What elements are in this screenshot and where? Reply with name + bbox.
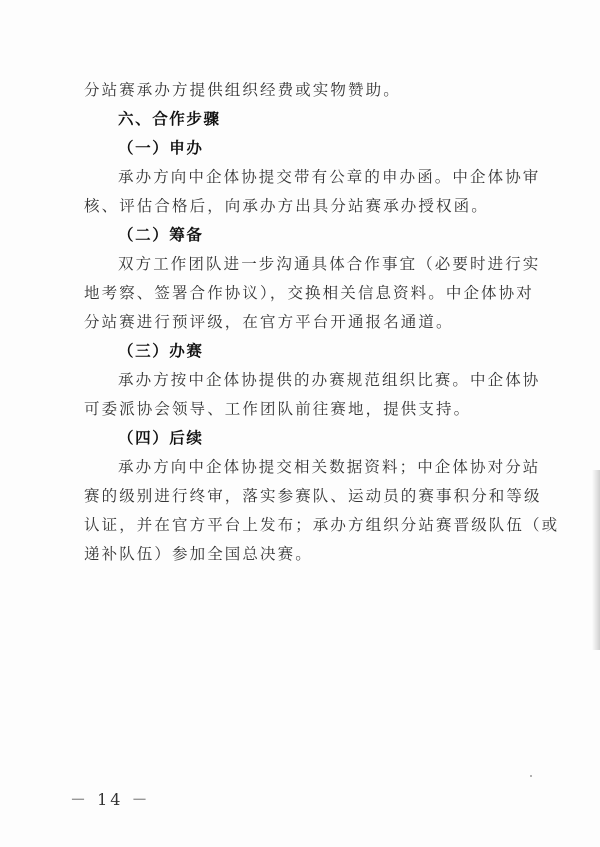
section-heading: 六、合作步骤 xyxy=(118,110,221,128)
scan-speck xyxy=(530,775,532,777)
subsection-heading: （一）申办 xyxy=(118,139,204,157)
body-line: 承办方按中企体协提供的办赛规范组织比赛。中企体协 xyxy=(118,371,541,389)
scan-edge-shadow xyxy=(592,470,600,650)
body-line: 双方工作团队进一步沟通具体合作事宜（必要时进行实 xyxy=(118,255,541,273)
body-line: 递补队伍）参加全国总决赛。 xyxy=(84,545,313,563)
body-line: 分站赛进行预评级，在官方平台开通报名通道。 xyxy=(84,313,454,331)
page-number: － 14 － xyxy=(70,790,151,809)
body-line: 分站赛承办方提供组织经费或实物赞助。 xyxy=(84,81,401,99)
subsection-heading: （三）办赛 xyxy=(118,342,204,360)
body-line: 认证，并在官方平台上发布；承办方组织分站赛晋级队伍（或 xyxy=(84,516,560,534)
document-body xyxy=(84,76,560,569)
body-line: 赛的级别进行终审，落实参赛队、运动员的赛事积分和等级 xyxy=(84,487,542,505)
subsection-heading: （二）筹备 xyxy=(118,226,204,244)
body-line: 地考察、签署合作协议），交换相关信息资料。中企体协对 xyxy=(84,284,534,302)
body-line: 承办方向中企体协提交相关数据资料；中企体协对分站 xyxy=(118,458,541,476)
subsection-heading: （四）后续 xyxy=(118,429,204,447)
body-line: 承办方向中企体协提交带有公章的申办函。中企体协审 xyxy=(118,168,541,186)
body-line: 核、评估合格后，向承办方出具分站赛承办授权函。 xyxy=(84,197,489,215)
body-line: 可委派协会领导、工作团队前往赛地，提供支持。 xyxy=(84,400,472,418)
